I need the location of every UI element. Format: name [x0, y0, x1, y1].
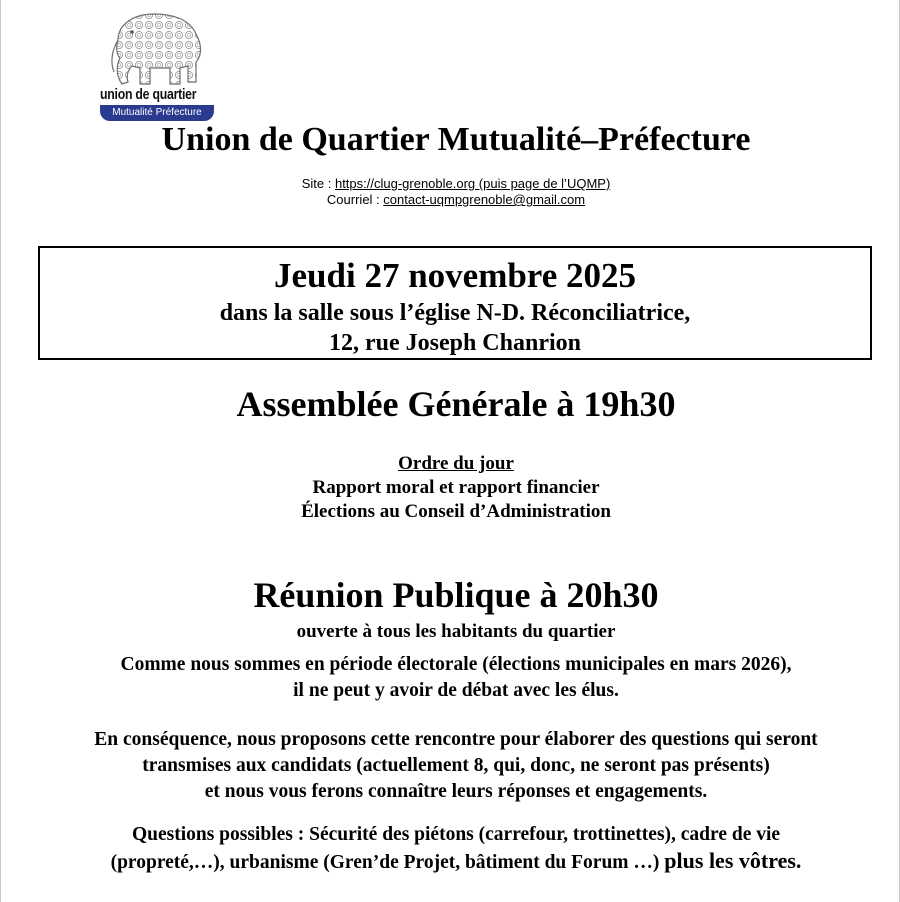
assembly-title: Assemblée Générale à 19h30 [236, 384, 676, 424]
contact-block [0, 176, 900, 208]
mail-line [0, 192, 900, 208]
page-title: Union de Quartier Mutualité–Préfecture [161, 121, 751, 158]
paragraph-text: (propreté,…), urbanisme (Gren’de Projet, bâtiment du Forum …) [110, 852, 665, 873]
agenda-heading: Ordre du jour [398, 453, 514, 474]
event-address: 12, rue Joseph Chanrion [328, 330, 582, 356]
elephant-icon [104, 10, 208, 90]
paragraph-line [0, 848, 900, 876]
mail-label: Courriel : [326, 192, 384, 207]
paragraph-line: transmises aux candidats (actuellement 8, qui, donc, ne seront pas présents) [142, 755, 770, 776]
event-venue: dans la salle sous l’église N-D. Réconciliatrice, [219, 300, 691, 326]
agenda-item: Rapport moral et rapport financier [312, 477, 600, 498]
agenda-block [0, 452, 900, 524]
site-link[interactable]: https://clug-grenoble.org (puis page de l’UQMP) [334, 176, 611, 191]
association-logo [100, 10, 218, 118]
paragraph-line: et nous vous ferons connaître leurs réponses et engagements. [204, 781, 708, 802]
paragraph-line: Comme nous sommes en période électorale (élections municipales en mars 2026), [120, 654, 792, 675]
logo-name: union de quartier [100, 86, 197, 103]
paragraph-line: En conséquence, nous proposons cette rencontre pour élaborer des questions qui seront [94, 729, 818, 750]
paragraph-line: il ne peut y avoir de débat avec les élus. [293, 680, 619, 701]
meeting-title: Réunion Publique à 20h30 [253, 575, 659, 615]
questions-paragraph [0, 822, 900, 876]
logo-banner: Mutualité Préfecture [100, 105, 214, 121]
paragraph-line: Questions possibles : Sécurité des piétons (carrefour, trottinettes), cadre de vie [131, 824, 781, 845]
event-date: Jeudi 27 novembre 2025 [274, 256, 636, 295]
mail-link[interactable]: contact-uqmpgrenoble@gmail.com [383, 192, 586, 207]
site-label: Site : [301, 176, 335, 191]
emphasis-text: plus les vôtres. [664, 848, 802, 873]
election-paragraph [0, 652, 900, 704]
site-line [0, 176, 900, 192]
meeting-subtitle: ouverte à tous les habitants du quartier [296, 621, 616, 642]
purpose-paragraph [0, 727, 900, 805]
agenda-item: Élections au Conseil d’Administration [301, 501, 611, 522]
event-box [38, 246, 872, 360]
